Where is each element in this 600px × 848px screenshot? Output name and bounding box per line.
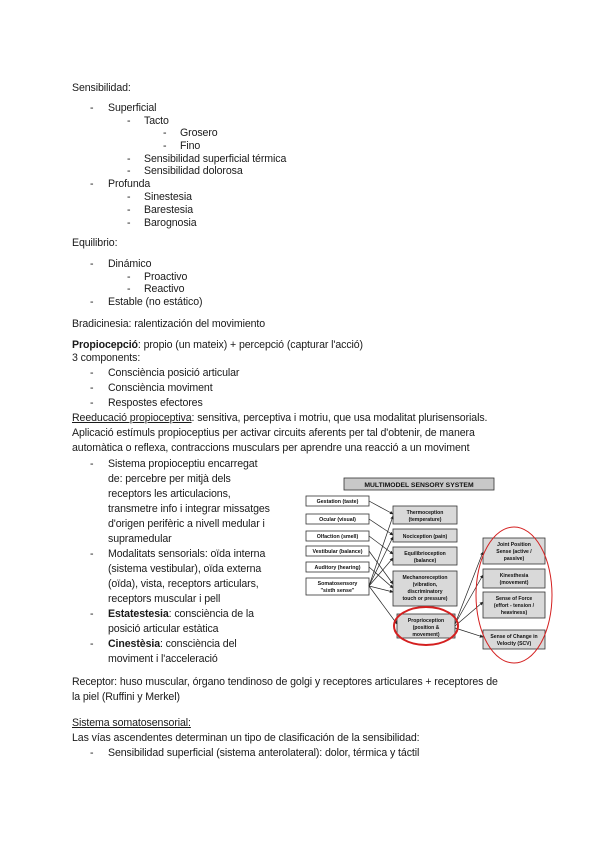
bullet-dash: - — [90, 178, 94, 190]
nociception-line1: Nociception (pain) — [402, 534, 448, 540]
item-barognosia: Barognosia — [144, 217, 197, 229]
bullet2-line2: (sistema vestibular), oïda externa — [108, 563, 262, 575]
sense-of-force-line1: Sense of Force — [495, 596, 533, 602]
bullet-dash: - — [90, 638, 94, 650]
somatosensorial-title: Sistema somatosensorial: — [72, 717, 191, 729]
item-dinamico: Dinámico — [108, 258, 152, 270]
estatestesia-term: Estatestesia — [108, 608, 169, 620]
bullet-dash: - — [127, 191, 131, 203]
bullet-dash: - — [163, 127, 167, 139]
item-proactivo: Proactivo — [144, 271, 188, 283]
kinesthesia-line2: (movement) — [499, 580, 529, 586]
joint-position-line3: passive) — [503, 556, 525, 562]
thermoception-line1: Thermoception — [406, 510, 444, 516]
bullet-dash: - — [127, 271, 131, 283]
components-title: 3 components: — [72, 352, 141, 364]
bullet-dash: - — [127, 165, 131, 177]
reeducacio-line-3: automàtica o reflexa, contraccions musculars per aprendre una reacció a un moviment — [72, 442, 470, 454]
sense-ocular: Ocular (visual) — [319, 517, 356, 523]
bullet-dash: - — [127, 115, 131, 127]
item-barestesia: Barestesia — [144, 204, 194, 216]
propiocepcio-line — [72, 339, 363, 352]
proprioception-line3: movement) — [412, 632, 440, 638]
equilibrioception-line1: Equilibrioception — [404, 551, 446, 557]
item-superficial: Superficial — [108, 102, 157, 114]
bullet-dash: - — [90, 258, 94, 270]
item-profunda: Profunda — [108, 178, 151, 190]
bullet1-line5: d'origen perifèric a nivell medular i — [108, 518, 265, 530]
estatestesia-rest: : consciència de la — [168, 608, 254, 620]
heading-somatosensorial — [72, 717, 191, 730]
bullet1-line4: transmetre info i integrar missatges — [108, 503, 270, 515]
reeducacio-rest: : sensitiva, perceptiva i motriu, que usa modalitat plurisensorials. — [191, 412, 488, 424]
bullet1-line2: de: percebre per mitjà dels — [108, 473, 231, 485]
bullet-dash: - — [90, 608, 94, 620]
bullet-dash: - — [90, 102, 94, 114]
bullet3-line1 — [108, 608, 254, 621]
item-reactivo: Reactivo — [144, 283, 185, 295]
receptor-line1: Receptor: huso muscular, órgano tendinoso de golgi y receptores articulares + receptores de — [72, 676, 498, 688]
change-velocity-line1: Sense of Change in — [490, 634, 538, 640]
multimodel-sensory-system-diagram — [300, 474, 556, 686]
bullet2-line4: receptors muscular i pell — [108, 593, 221, 605]
bullet3-line2: posició articular estàtica — [108, 623, 219, 635]
somatosensorial-line1: Las vías ascendentes determinan un tipo de clasificación de la sensibilidad: — [72, 732, 420, 744]
sense-auditory: Auditory (hearing) — [314, 565, 361, 571]
sense-vestibular: Vestibular (balance) — [312, 549, 363, 555]
somatosensory-line2: "sixth sense" — [320, 588, 355, 594]
cinestesia-term: Cinestèsia — [108, 638, 160, 650]
bullet-dash: - — [90, 747, 94, 759]
item-grosero: Grosero — [180, 127, 218, 139]
heading-sensibilidad: Sensibilidad: — [72, 82, 131, 94]
connector-line — [369, 501, 393, 514]
mechanoreception-line4: touch or pressure) — [402, 596, 448, 602]
bullet-dash: - — [127, 217, 131, 229]
reeducacio-term: Reeducació propioceptiva — [72, 412, 192, 424]
thermoception-line2: (temperature) — [408, 517, 442, 523]
bullet4-line2: moviment i l'acceleració — [108, 653, 218, 665]
mechanoreception-line3: discriminatory — [407, 589, 443, 595]
sense-gestation: Gestation (taste) — [316, 499, 359, 505]
bullet-dash: - — [90, 397, 94, 409]
component-1: Consciència posició articular — [108, 367, 240, 379]
item-dolorosa: Sensibilidad dolorosa — [144, 165, 243, 177]
heading-equilibrio: Equilibrio: — [72, 237, 118, 249]
item-tacto: Tacto — [144, 115, 169, 127]
connector-line — [369, 567, 393, 588]
item-termica: Sensibilidad superficial térmica — [144, 153, 287, 165]
joint-position-line1: Joint Position — [497, 542, 531, 548]
mechanoreception-line1: Mechanoreception — [402, 575, 448, 581]
connector-line — [455, 628, 483, 637]
bullet-dash: - — [127, 153, 131, 165]
propiocepcio-term: Propiocepció — [72, 339, 138, 351]
bullet-dash: - — [90, 382, 94, 394]
bullet-dash: - — [127, 283, 131, 295]
bullet1-line1: Sistema propioceptiu encarregat — [108, 458, 258, 470]
bullet-dash: - — [90, 367, 94, 379]
somatosensorial-item1: Sensibilidad superficial (sistema anterolateral): dolor, térmica y táctil — [108, 747, 420, 759]
bullet2-line1: Modalitats sensorials: oïda interna — [108, 548, 266, 560]
bradicinesia-line: Bradicinesia: ralentización del movimiento — [72, 318, 266, 330]
sense-olfaction: Olfaction (smell) — [316, 534, 359, 540]
reeducacio-line-2: Aplicació estímuls propioceptius per activar circuits aferents per tal d'obtenir, de manera — [72, 427, 475, 439]
bullet-dash: - — [127, 204, 131, 216]
propiocepcio-definition: : propio (un mateix) + percepció (capturar l'acció) — [137, 339, 363, 351]
joint-position-line2: Sense (active / — [496, 549, 532, 555]
component-2: Consciència moviment — [108, 382, 213, 394]
cinestesia-rest: : consciència del — [160, 638, 237, 650]
mechanoreception-line2: (vibration, — [412, 582, 438, 588]
receptor-line2: la piel (Ruffini y Merkel) — [72, 691, 180, 703]
component-3: Respostes efectores — [108, 397, 203, 409]
somatosensory-line1: Somatosensory — [317, 581, 358, 587]
sense-of-force-line3: heaviness) — [500, 610, 528, 616]
connector-line — [455, 575, 483, 624]
kinesthesia-line1: Kinesthesia — [499, 573, 529, 579]
item-fino: Fino — [180, 140, 201, 152]
connector-line — [455, 552, 483, 624]
proprioception-line2: (position & — [412, 625, 440, 631]
equilibrioception-line2: (balance) — [413, 558, 437, 564]
diagram-title: MULTIMODEL SENSORY SYSTEM — [364, 482, 474, 489]
sense-of-force-line2: (effort - tension / — [493, 603, 535, 609]
bullet1-line6: supramedular — [108, 533, 172, 545]
bullet-dash: - — [90, 296, 94, 308]
bullet-dash: - — [90, 548, 94, 560]
item-sinestesia: Sinestesia — [144, 191, 192, 203]
proprioception-line1: Proprioception — [407, 618, 445, 624]
bullet4-line1 — [108, 638, 237, 651]
bullet2-line3: (oïda), vista, receptors articulars, — [108, 578, 259, 590]
change-velocity-line2: Velocity (SCV) — [496, 641, 532, 647]
bullet-dash: - — [90, 458, 94, 470]
item-estable: Estable (no estático) — [108, 296, 203, 308]
bullet-dash: - — [163, 140, 167, 152]
reeducacio-line — [72, 412, 487, 425]
bullet1-line3: receptors les articulacions, — [108, 488, 231, 500]
